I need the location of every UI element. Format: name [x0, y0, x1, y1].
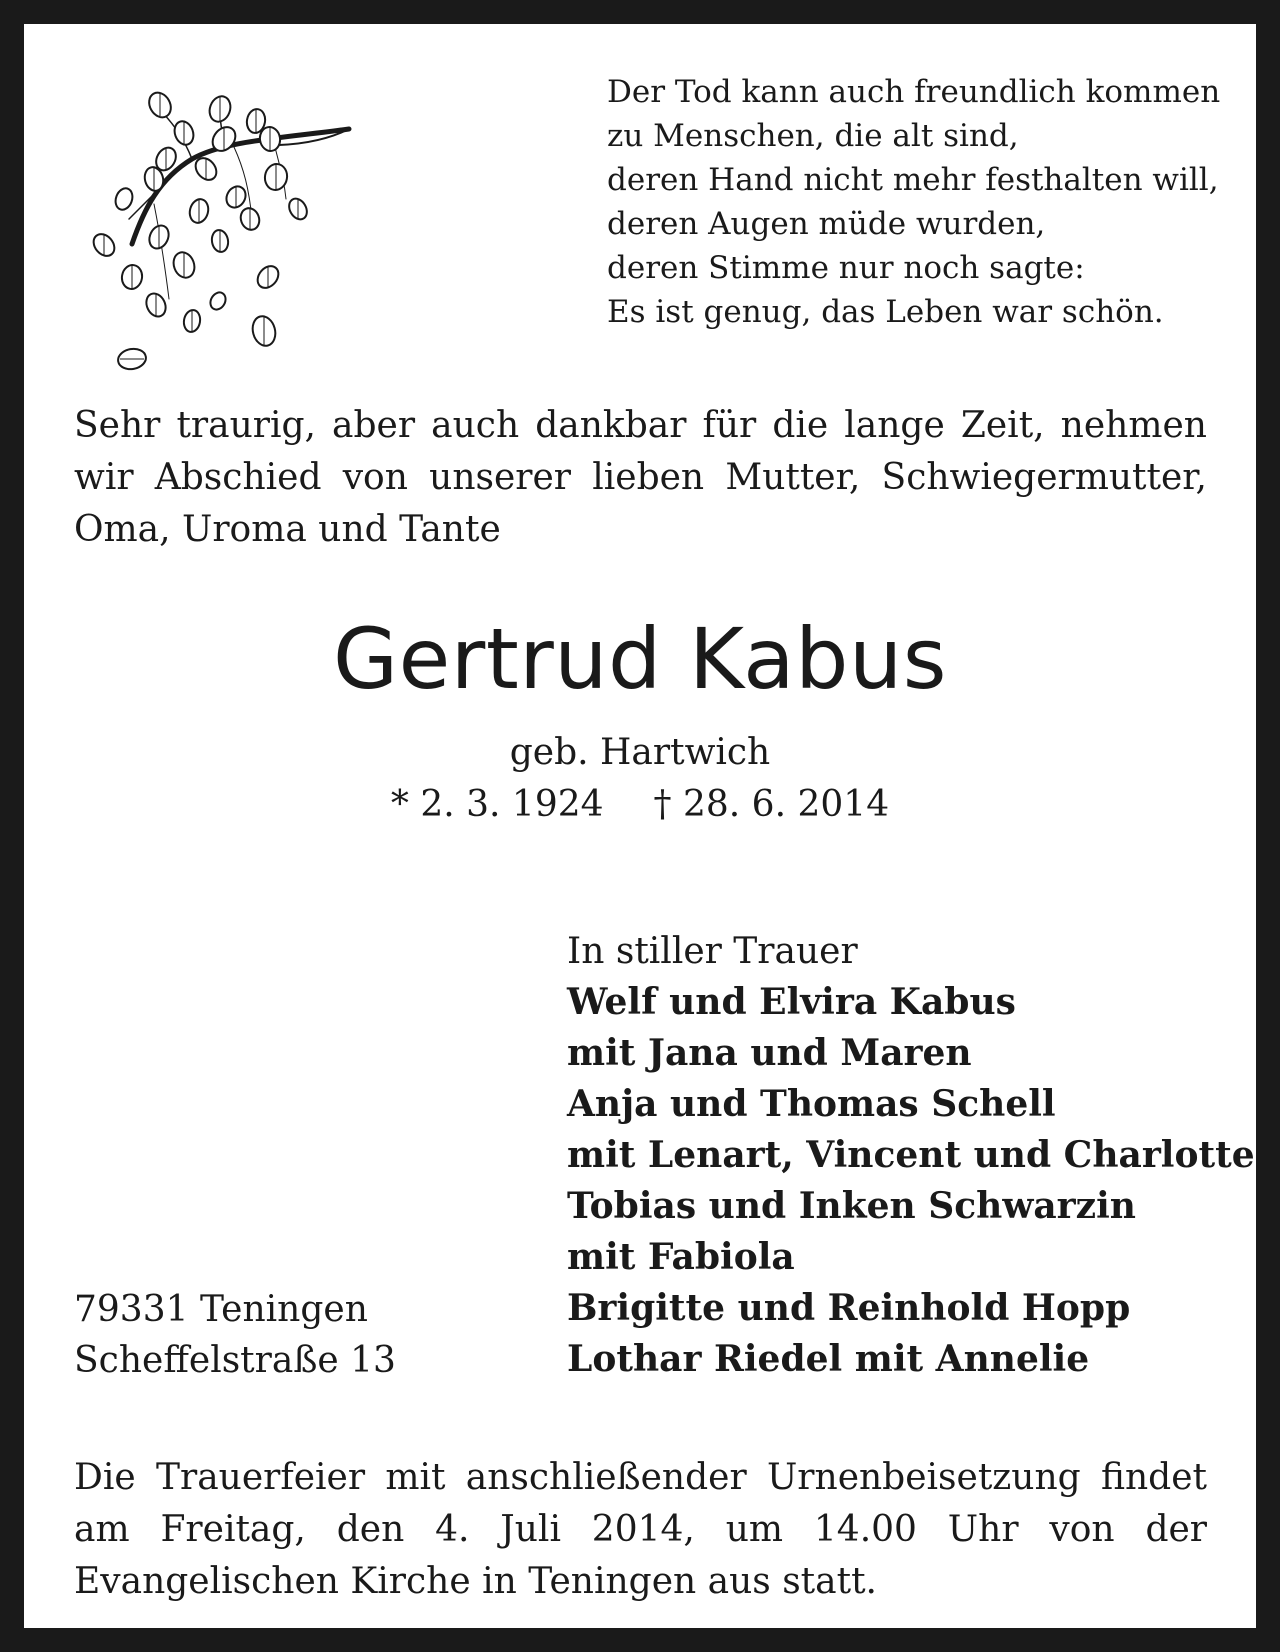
- mourner-line: mit Fabiola: [567, 1236, 795, 1278]
- mourner-line: Anja und Thomas Schell: [567, 1083, 1056, 1125]
- poem-line: deren Stimme nur noch sagte:: [607, 250, 1085, 286]
- poem-line: Es ist genug, das Leben war schön.: [607, 294, 1164, 330]
- mourner-line: Brigitte und Reinhold Hopp: [567, 1287, 1131, 1329]
- funeral-notice: Die Trauerfeier mit anschließender Urnenbeisetzung findet am Freitag, den 4. Juli 2014, um 14.00 Uhr von der Evangelischen Kirche in Teningen aus statt.: [74, 1457, 1207, 1602]
- address-street: Scheffelstraße 13: [74, 1340, 396, 1381]
- maiden-name: geb. Hartwich: [509, 732, 771, 773]
- mourner-line: mit Lenart, Vincent und Charlotte: [567, 1134, 1255, 1176]
- mourner-line: Tobias und Inken Schwarzin: [567, 1185, 1136, 1227]
- mourners-list: [567, 926, 1255, 1385]
- obituary-notice: [24, 24, 1256, 1628]
- mourner-line: Lothar Riedel mit Annelie: [567, 1338, 1090, 1380]
- mourner-line: Welf und Elvira Kabus: [567, 981, 1016, 1023]
- poem-line: deren Augen müde wurden,: [607, 206, 1046, 242]
- address-city: 79331 Teningen: [74, 1289, 368, 1330]
- birch-branch-icon: [74, 69, 374, 379]
- life-dates: [24, 781, 1256, 829]
- birth-date: * 2. 3. 1924: [390, 784, 604, 825]
- death-date: † 28. 6. 2014: [653, 784, 890, 825]
- poem-line: Der Tod kann auch freundlich kommen: [607, 74, 1221, 110]
- deceased-name: Gertrud Kabus: [333, 610, 947, 708]
- intro-text: Sehr traurig, aber auch dankbar für die lange Zeit, nehmen wir Abschied von unserer lieben Mutter, Schwiegermutter, Oma, Uroma und Tante: [74, 405, 1207, 550]
- mourners-heading: In stiller Trauer: [567, 931, 858, 972]
- address: [74, 1284, 396, 1386]
- poem-line: zu Menschen, die alt sind,: [607, 118, 1019, 154]
- poem-line: deren Hand nicht mehr festhalten will,: [607, 162, 1219, 198]
- poem: [607, 70, 1220, 334]
- mourner-line: mit Jana und Maren: [567, 1032, 972, 1074]
